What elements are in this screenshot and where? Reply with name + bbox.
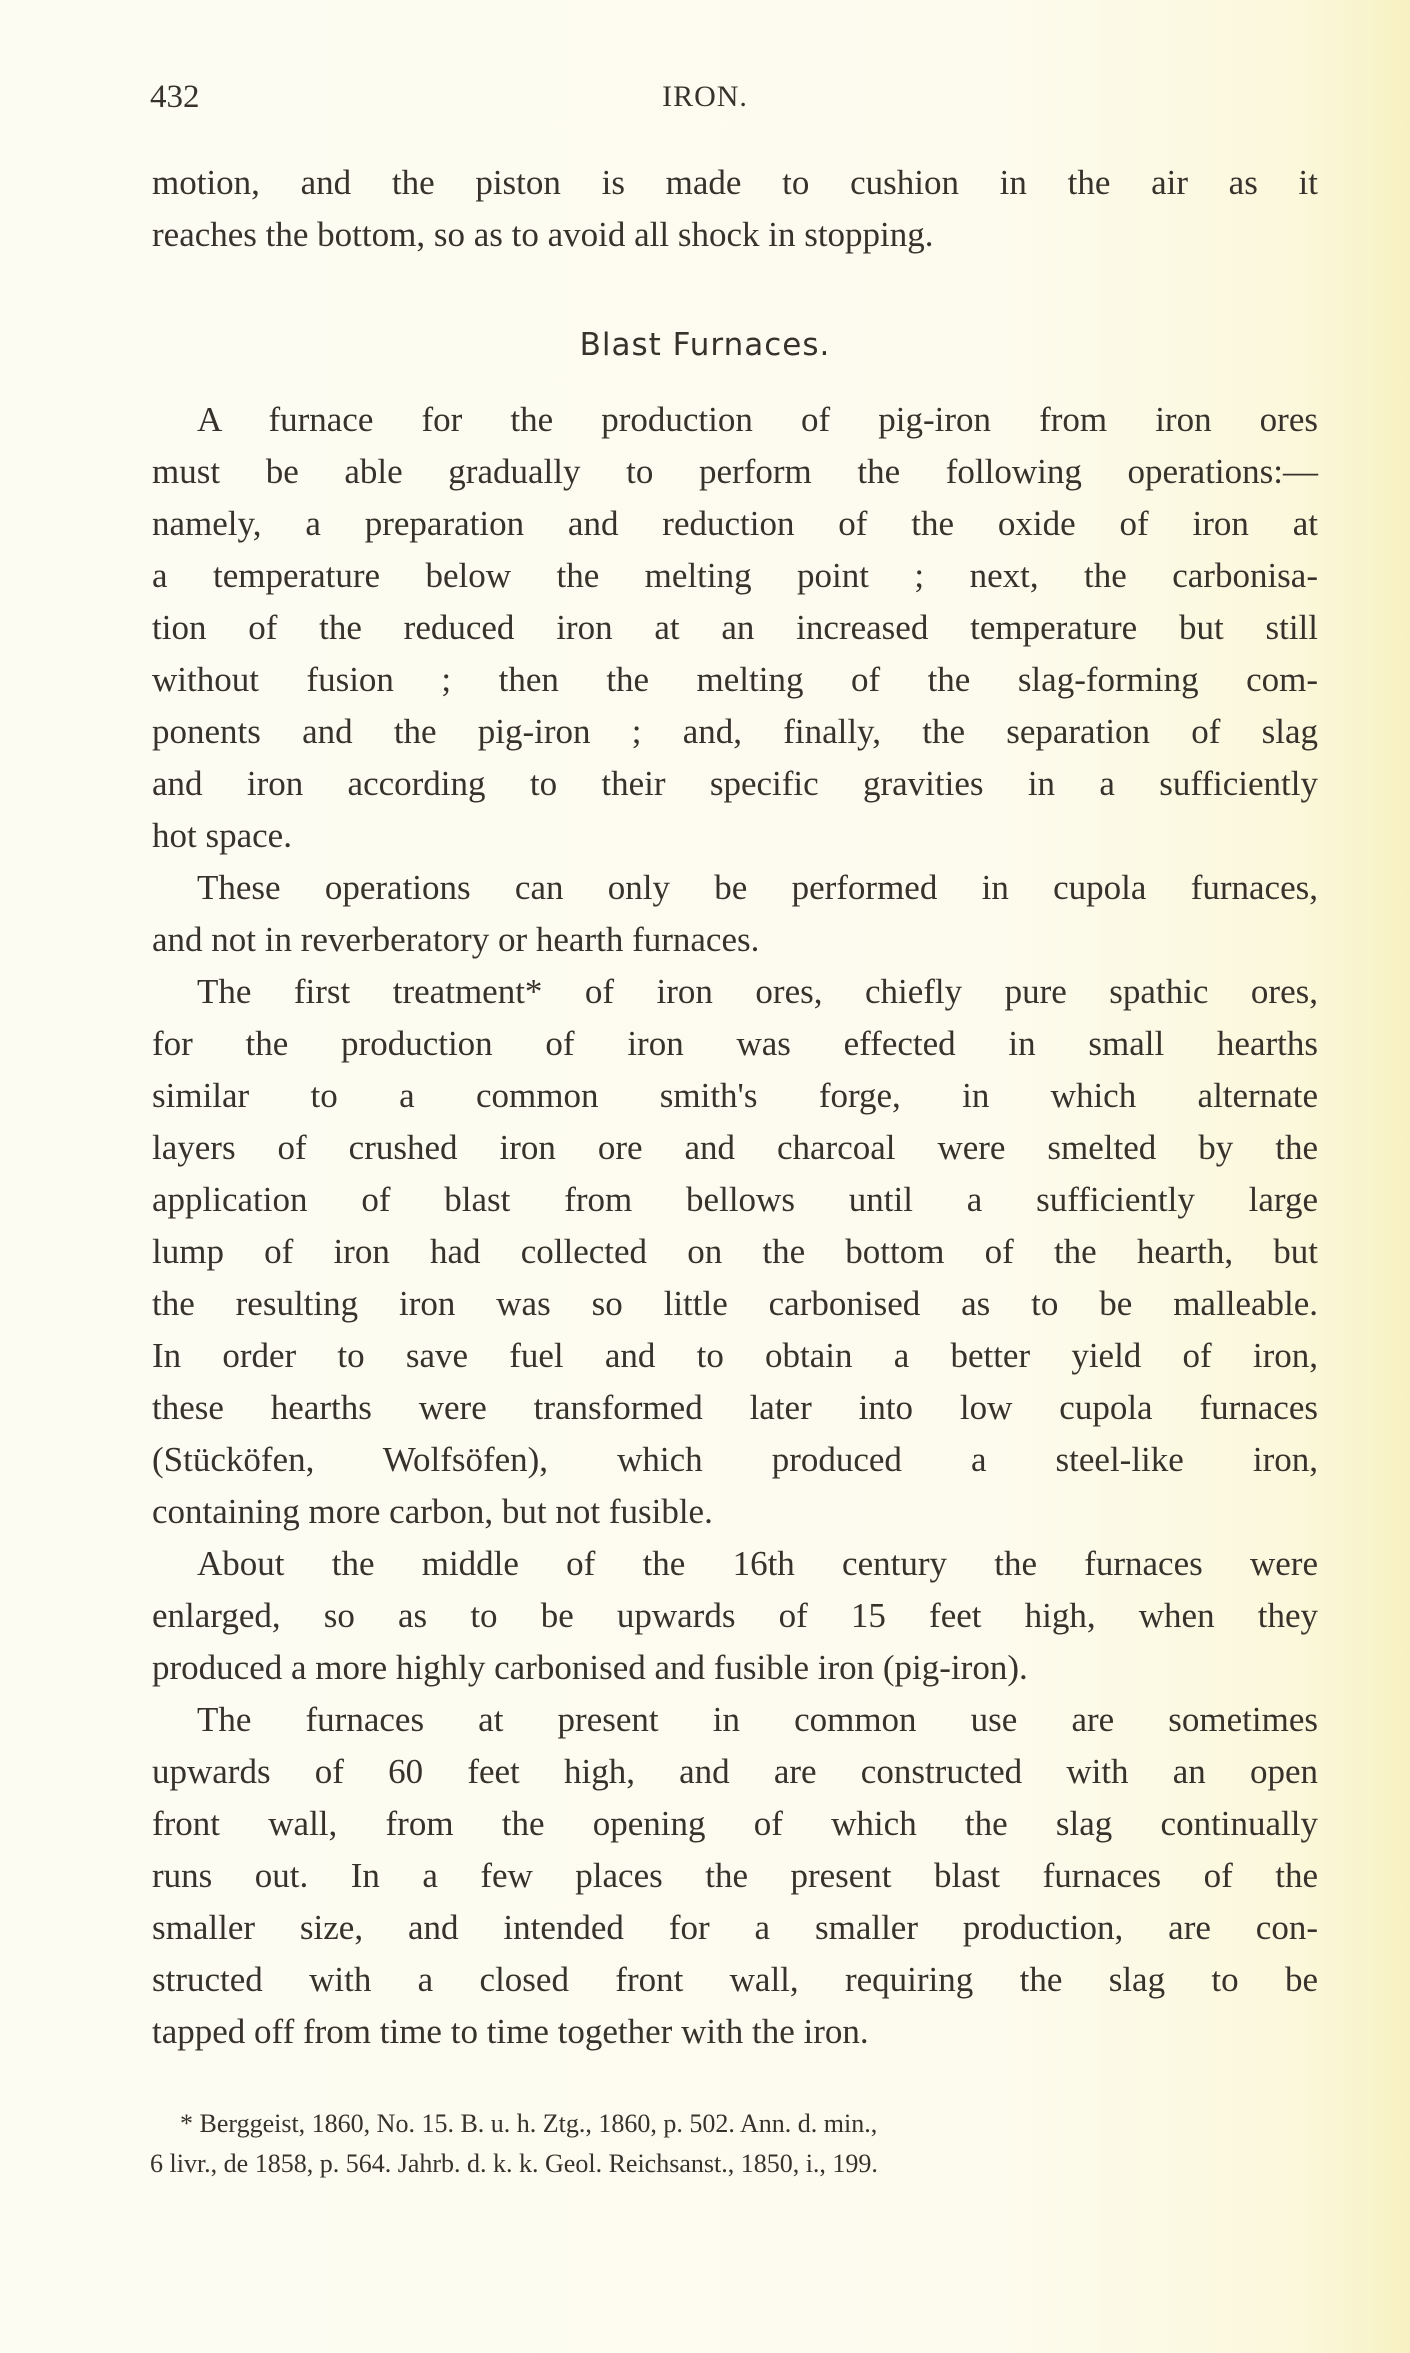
footnote-line: * Berggeist, 1860, No. 15. B. u. h. Ztg., 1860, p. 502. Ann. d. min., bbox=[180, 2109, 878, 2138]
text-line: (Stücköfen, Wolfsöfen), which produced a steel-like iron, bbox=[152, 1440, 1318, 1479]
text-line: A furnace for the production of pig-iron from iron ores bbox=[197, 400, 1318, 439]
text-line: the resulting iron was so little carbonised as to be malleable. bbox=[152, 1284, 1318, 1323]
text-line: The furnaces at present in common use are sometimes bbox=[197, 1700, 1318, 1739]
text-line: similar to a common smith's forge, in which alternate bbox=[152, 1076, 1318, 1115]
paragraph bbox=[152, 862, 1318, 966]
text-line: hot space. bbox=[152, 816, 292, 855]
page-number: 432 bbox=[150, 79, 200, 115]
text-line: for the production of iron was effected in small hearths bbox=[152, 1024, 1318, 1063]
paragraph bbox=[152, 966, 1318, 1538]
text-line: a temperature below the melting point ; next, the carbonisa- bbox=[152, 556, 1318, 595]
text-line: motion, and the piston is made to cushion in the air as it bbox=[152, 163, 1318, 202]
text-line: These operations can only be performed in cupola furnaces, bbox=[197, 868, 1318, 907]
text-line: enlarged, so as to be upwards of 15 feet high, when they bbox=[152, 1596, 1318, 1635]
text-line: must be able gradually to perform the following operations:— bbox=[152, 452, 1318, 491]
continuation-paragraph bbox=[152, 157, 1318, 261]
text-line: containing more carbon, but not fusible. bbox=[152, 1492, 713, 1531]
text-line: namely, a preparation and reduction of the oxide of iron at bbox=[152, 504, 1318, 543]
text-line: structed with a closed front wall, requiring the slag to be bbox=[152, 1960, 1318, 1999]
text-line: front wall, from the opening of which the slag continually bbox=[152, 1804, 1318, 1843]
footnote bbox=[150, 2104, 1300, 2184]
text-line: smaller size, and intended for a smaller production, are con- bbox=[152, 1908, 1318, 1947]
text-line: In order to save fuel and to obtain a better yield of iron, bbox=[152, 1336, 1318, 1375]
text-line: layers of crushed iron ore and charcoal were smelted by the bbox=[152, 1128, 1318, 1167]
text-line: ponents and the pig-iron ; and, finally, the separation of slag bbox=[152, 712, 1318, 751]
text-line: these hearths were transformed later into low cupola furnaces bbox=[152, 1388, 1318, 1427]
section-heading: Blast Furnaces. bbox=[579, 327, 831, 363]
text-line: About the middle of the 16th century the furnaces were bbox=[197, 1544, 1318, 1583]
body-text bbox=[152, 394, 1318, 2058]
text-line: The first treatment* of iron ores, chiefly pure spathic ores, bbox=[197, 972, 1318, 1011]
paragraph bbox=[152, 1538, 1318, 1694]
paragraph bbox=[152, 1694, 1318, 2058]
footnote-line: 6 livr., de 1858, p. 564. Jahrb. d. k. k. Geol. Reichsanst., 1850, i., 199. bbox=[150, 2149, 878, 2178]
text-line: tapped off from time to time together with the iron. bbox=[152, 2012, 869, 2051]
paragraph bbox=[152, 394, 1318, 862]
text-line: and iron according to their specific gravities in a sufficiently bbox=[152, 764, 1318, 803]
running-head: IRON. bbox=[662, 80, 748, 113]
text-line: runs out. In a few places the present blast furnaces of the bbox=[152, 1856, 1318, 1895]
text-line: upwards of 60 feet high, and are constructed with an open bbox=[152, 1752, 1318, 1791]
text-line: application of blast from bellows until a sufficiently large bbox=[152, 1180, 1318, 1219]
text-line: reaches the bottom, so as to avoid all shock in stopping. bbox=[152, 215, 934, 254]
text-line: tion of the reduced iron at an increased temperature but still bbox=[152, 608, 1318, 647]
text-line: without fusion ; then the melting of the slag-forming com- bbox=[152, 660, 1318, 699]
text-line: produced a more highly carbonised and fusible iron (pig-iron). bbox=[152, 1648, 1028, 1687]
text-line: and not in reverberatory or hearth furnaces. bbox=[152, 920, 760, 959]
text-line: lump of iron had collected on the bottom of the hearth, but bbox=[152, 1232, 1318, 1271]
